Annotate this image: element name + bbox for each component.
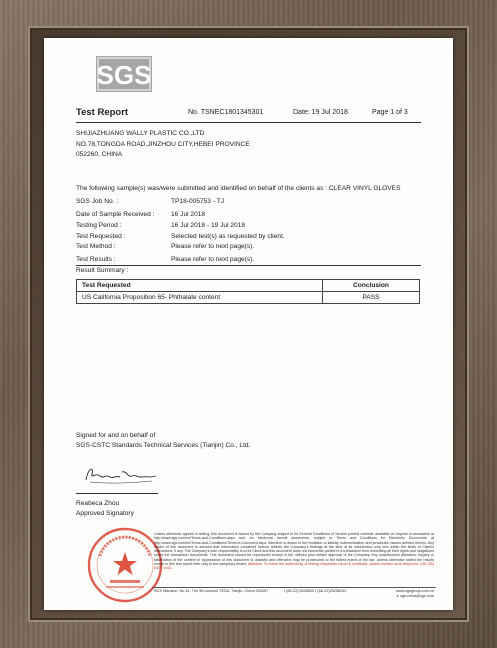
legal-disclaimer bbox=[154, 532, 434, 571]
field-label: Test Results : bbox=[76, 256, 116, 263]
column-header-conclusion: Conclusion bbox=[323, 280, 420, 292]
signatory-name: Reabeca Zhou bbox=[76, 500, 120, 507]
signatory-role: Approved Signatory bbox=[76, 510, 134, 517]
certificate-page bbox=[44, 38, 453, 610]
signatory bbox=[76, 499, 134, 519]
field-label: SGS Job No. : bbox=[76, 198, 119, 205]
handwritten-signature bbox=[80, 462, 160, 488]
result-summary-table bbox=[76, 279, 420, 304]
fields-rule bbox=[76, 265, 421, 266]
field-value: Please refer to next page(s). bbox=[171, 243, 255, 250]
header-rule bbox=[76, 122, 421, 123]
footer-rule bbox=[152, 587, 436, 588]
disclaimer-text: Unless otherwise agreed in writing, this document is issued by the Company subject to its General Conditions of Service printed overleaf, available on request or accessible at http://www.sgs.com/en/Terms-and-Conditions.aspx and, for electronic format documents, subject to Terms and Conditions for Electronic Documents at http://www.sgs.com/en/Terms-and-Conditions/Terms-e-Document.aspx. Attention is drawn to the limitation of liability, indemnification and jurisdiction issues defined therein. Any holder of this document is advised that information contained hereon reflects the Company's findings at the time of its intervention only and within the limits of Client's instructions, if any. The Company's sole responsibility is to its Client and this document does not exonerate parties to a transaction from exercising all their rights and obligations under the transaction documents. This document cannot be reproduced except in full, without prior written approval of the Company. Any unauthorized alteration, forgery or falsification of the content or appearance of this document is unlawful and offenders may be prosecuted to the fullest extent of the law. Unless otherwise stated the results shown in this test report refer only to the sample(s) tested. bbox=[154, 532, 434, 567]
field-label: Testing Period : bbox=[76, 222, 122, 229]
footer-address: SGS Mansion, No.41, The 5th Avenue TEDA, Tianjin, China 300457 bbox=[154, 589, 269, 593]
table-header-row bbox=[77, 280, 420, 292]
report-date: Date: 19 Jul 2018 bbox=[293, 109, 348, 116]
field-test-results bbox=[76, 256, 255, 263]
sample-intro: The following sample(s) was/were submitted and identified on behalf of the clients as : CLEAR VINYL GLOVES bbox=[76, 185, 401, 192]
report-header bbox=[76, 108, 421, 122]
field-testing-period bbox=[76, 222, 246, 229]
field-job-no bbox=[76, 198, 225, 205]
footer-web: www.sgsgroup.com.cn bbox=[396, 589, 434, 593]
authenticity-notice: Attention: To check the authenticity of testing /inspection report & certificate, please contact us at telephone: (86-755) 8307 1443, bbox=[154, 562, 434, 571]
applicant-address-line1: NO.78,TONGDA ROAD,JINZHOU CITY,HEBEI PROVINCE bbox=[76, 140, 250, 148]
field-label: Test Method : bbox=[76, 243, 116, 250]
company-seal-stamp bbox=[86, 526, 164, 604]
cell-test: US California Proposition 65- Phthalate content bbox=[77, 292, 323, 304]
sgs-logo bbox=[96, 56, 152, 92]
applicant-company: SHIJIAZHUANG WALLY PLASTIC CO.,LTD bbox=[76, 130, 205, 137]
field-label: Date of Sample Received : bbox=[76, 211, 155, 218]
field-label: Test Requested : bbox=[76, 233, 126, 240]
table-row bbox=[77, 292, 420, 304]
field-value: TP18-005753 - TJ bbox=[171, 198, 225, 205]
signoff-block bbox=[76, 431, 250, 450]
cell-conclusion: PASS bbox=[323, 292, 420, 304]
sgs-logo-text: SGS bbox=[96, 60, 152, 90]
signature-rule bbox=[76, 493, 158, 494]
field-value: 16 Jul 2018 bbox=[171, 211, 206, 218]
field-value: 16 Jul 2018 - 19 Jul 2018 bbox=[171, 222, 246, 229]
signoff-organization: SGS-CSTC Standards Technical Services (Tianjin) Co., Ltd. bbox=[76, 441, 251, 449]
column-header-test: Test Requested bbox=[77, 280, 323, 292]
report-title: Test Report bbox=[76, 107, 129, 118]
field-test-requested bbox=[76, 233, 285, 240]
applicant-address-line2: 052260, CHINA bbox=[76, 151, 123, 158]
page-footer bbox=[154, 589, 434, 598]
field-date-received bbox=[76, 211, 206, 218]
field-value: Please refer to next page(s). bbox=[171, 256, 255, 263]
signoff-line1: Signed for and on behalf of bbox=[76, 432, 156, 439]
field-value: Selected test(s) as requested by client. bbox=[171, 233, 285, 240]
report-page: Page 1 of 3 bbox=[372, 109, 408, 116]
footer-email: e sgs.china@sgs.com bbox=[396, 594, 434, 598]
result-summary-label: Result Summary : bbox=[76, 267, 129, 274]
report-number: No. TSNEC1801345301 bbox=[188, 109, 264, 116]
applicant-address bbox=[76, 129, 250, 161]
field-test-method bbox=[76, 243, 255, 250]
footer-phones: t (86-22) 6528000 f (86-22)25256252 bbox=[284, 589, 347, 593]
